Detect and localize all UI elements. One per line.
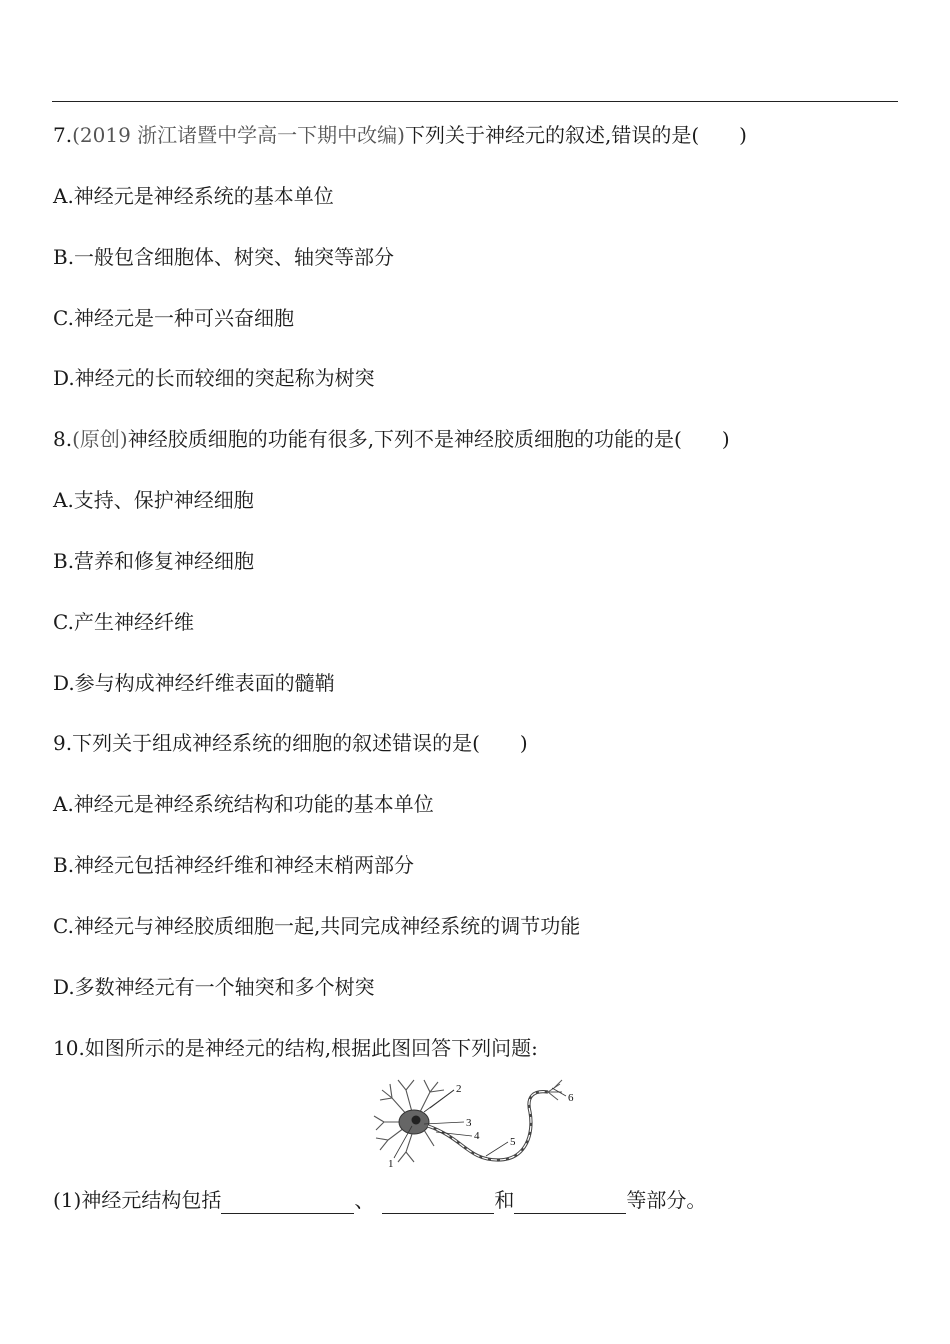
question-close-paren: )	[519, 731, 528, 755]
answer-blank-1[interactable]	[221, 1193, 354, 1214]
separator: 和	[494, 1188, 515, 1212]
neuron-diagram	[368, 1076, 588, 1172]
separator: 、	[354, 1188, 375, 1212]
option-b: B.营养和修复神经细胞	[53, 549, 255, 573]
question-source: (原创)	[72, 427, 128, 451]
question-text: 神经胶质细胞的功能有很多,下列不是神经胶质细胞的功能的是(	[127, 427, 682, 451]
label-4: 4	[474, 1130, 480, 1142]
nucleus	[412, 1116, 421, 1125]
question-10-sub-1	[53, 1186, 706, 1214]
label-3: 3	[466, 1117, 472, 1129]
question-number: 8.	[53, 427, 73, 451]
label-5: 5	[510, 1136, 516, 1148]
question-9-stem	[53, 729, 528, 757]
question-10-stem: 10.如图所示的是神经元的结构,根据此图回答下列问题:	[53, 1036, 538, 1060]
question-text: 9.下列关于组成神经系统的细胞的叙述错误的是(	[53, 731, 480, 755]
question-text: 下列关于神经元的叙述,错误的是(	[404, 123, 700, 147]
option-a: A.支持、保护神经细胞	[53, 488, 254, 512]
answer-blank-3[interactable]	[514, 1193, 626, 1214]
option-c: C.产生神经纤维	[53, 610, 194, 634]
header-rule	[52, 101, 898, 102]
question-number: 7.	[53, 123, 73, 147]
option-c: C.神经元是一种可兴奋细胞	[53, 306, 294, 330]
option-b: B.一般包含细胞体、树突、轴突等部分	[53, 245, 395, 269]
question-close-paren: )	[721, 427, 730, 451]
option-d: D.多数神经元有一个轴突和多个树突	[53, 975, 375, 999]
axon	[428, 1092, 548, 1160]
sub-question-suffix: 等部分。	[626, 1188, 707, 1212]
question-8-stem	[53, 425, 730, 453]
option-a: A.神经元是神经系统结构和功能的基本单位	[53, 792, 434, 816]
option-c: C.神经元与神经胶质细胞一起,共同完成神经系统的调节功能	[53, 914, 581, 938]
question-close-paren: )	[739, 123, 747, 147]
option-d: D.神经元的长而较细的突起称为树突	[53, 366, 375, 390]
option-b: B.神经元包括神经纤维和神经末梢两部分	[53, 853, 415, 877]
label-2: 2	[456, 1083, 462, 1095]
question-7-stem	[53, 121, 747, 149]
sub-question-text: (1)神经元结构包括	[53, 1188, 222, 1212]
option-a: A.神经元是神经系统的基本单位	[53, 184, 334, 208]
question-source: (2019 浙江诸暨中学高一下期中改编)	[72, 123, 405, 147]
label-6: 6	[568, 1092, 574, 1104]
label-1: 1	[388, 1158, 394, 1170]
option-d: D.参与构成神经纤维表面的髓鞘	[53, 671, 335, 695]
answer-blank-2[interactable]	[382, 1193, 494, 1214]
